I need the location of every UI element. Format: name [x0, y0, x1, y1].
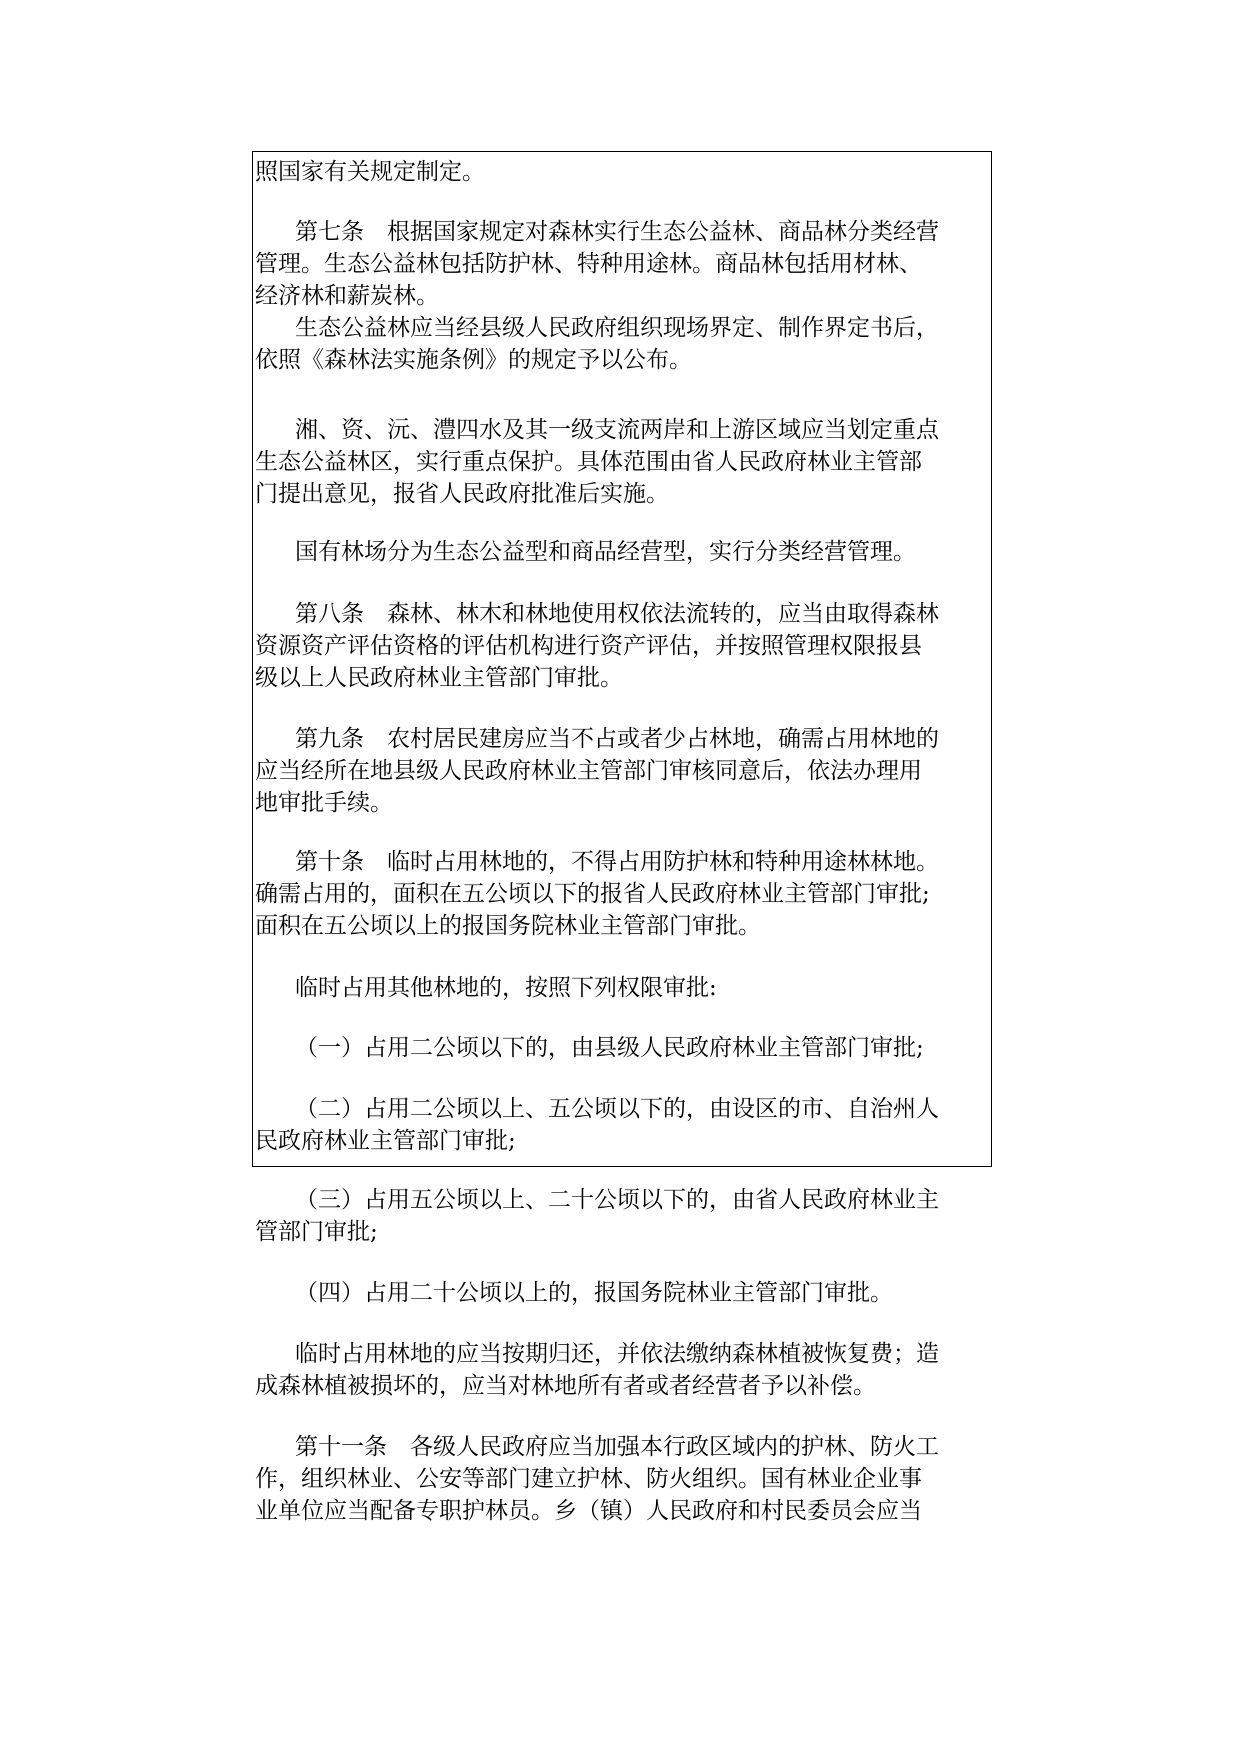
text-line: （二）占用二公顷以上、五公顷以下的，由设区的市、自治州人: [295, 1096, 939, 1122]
text-line: 管部门审批;: [255, 1219, 378, 1245]
text-line: 面积在五公顷以上的报国务院林业主管部门审批。: [255, 913, 761, 939]
text-line: 临时占用其他林地的，按照下列权限审批:: [295, 975, 717, 1001]
text-line: 经济林和薪炭林。: [255, 283, 439, 309]
text-line: 地审批手续。: [255, 790, 393, 816]
text-line: 临时占用林地的应当按期归还，并依法缴纳森林植被恢复费；造: [295, 1341, 939, 1367]
text-line: 资源资产评估资格的评估机构进行资产评估，并按照管理权限报县: [255, 633, 922, 659]
text-line: 生态公益林应当经县级人民政府组织现场界定、制作界定书后，: [295, 315, 939, 341]
text-line: 成森林植被损坏的，应当对林地所有者或者经营者予以补偿。: [255, 1373, 876, 1399]
text-line: 第九条 农村居民建房应当不占或者少占林地，确需占用林地的: [295, 726, 939, 752]
text-line: 湘、资、沅、澧四水及其一级支流两岸和上游区域应当划定重点: [295, 417, 939, 443]
text-line: 照国家有关规定制定。: [255, 159, 485, 185]
text-line: （一）占用二公顷以下的，由县级人民政府林业主管部门审批;: [295, 1035, 924, 1061]
text-line: 第十一条 各级人民政府应当加强本行政区域内的护林、防火工: [295, 1434, 939, 1460]
text-line: 应当经所在地县级人民政府林业主管部门审核同意后，依法办理用: [255, 758, 922, 784]
text-line: （三）占用五公顷以上、二十公顷以下的，由省人民政府林业主: [295, 1187, 939, 1213]
text-line: 国有林场分为生态公益型和商品经营型，实行分类经营管理。: [295, 539, 916, 565]
text-line: 作，组织林业、公安等部门建立护林、防火组织。国有林业企业事: [255, 1466, 922, 1492]
document-frame: [252, 151, 992, 1524]
text-line: 第十条 临时占用林地的，不得占用防护林和特种用途林林地。: [295, 849, 939, 875]
text-line: 确需占用的，面积在五公顷以下的报省人民政府林业主管部门审批;: [255, 881, 930, 907]
text-line: 依照《森林法实施条例》的规定予以公布。: [255, 347, 692, 373]
text-line: 民政府林业主管部门审批;: [255, 1128, 516, 1154]
text-line: 第七条 根据国家规定对森林实行生态公益林、商品林分类经营: [295, 219, 939, 245]
text-line: 级以上人民政府林业主管部门审批。: [255, 665, 623, 691]
text-line: 生态公益林区，实行重点保护。具体范围由省人民政府林业主管部: [255, 449, 922, 475]
text-line: 第八条 森林、林木和林地使用权依法流转的，应当由取得森林: [295, 601, 939, 627]
text-line: 管理。生态公益林包括防护林、特种用途林。商品林包括用材林、: [255, 251, 922, 277]
text-line: （四）占用二十公顷以上的，报国务院林业主管部门审批。: [295, 1280, 893, 1306]
text-line: 业单位应当配备专职护林员。乡（镇）人民政府和村民委员会应当: [255, 1498, 922, 1524]
text-line: 门提出意见，报省人民政府批准后实施。: [255, 481, 669, 507]
